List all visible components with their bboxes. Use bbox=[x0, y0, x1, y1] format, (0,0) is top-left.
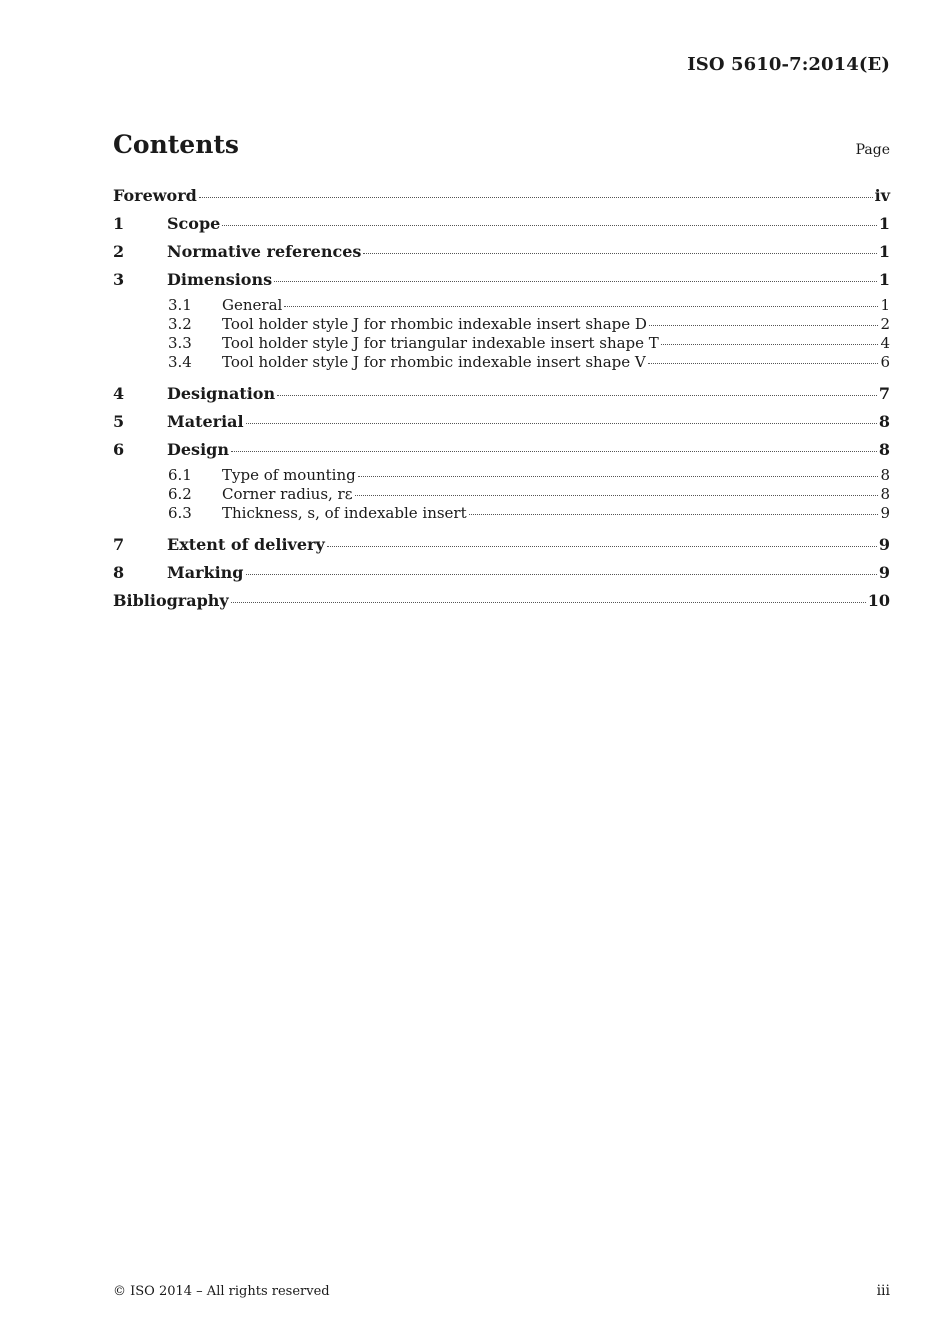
toc-entry-number: 8 bbox=[113, 563, 125, 582]
copyright-notice: © ISO 2014 – All rights reserved bbox=[113, 1284, 330, 1299]
contents-heading: Contents bbox=[113, 130, 240, 159]
toc-entry-page: 4 bbox=[880, 334, 890, 352]
toc-entry-title: Designation bbox=[167, 384, 276, 403]
toc-entry-number: 5 bbox=[113, 412, 125, 431]
toc-entry-page: 9 bbox=[878, 535, 890, 554]
toc-leader-dots bbox=[358, 475, 879, 477]
toc-entry-title: Thickness, s, of indexable insert bbox=[222, 504, 467, 522]
page-column-label: Page bbox=[855, 142, 890, 158]
toc-entry-title: Extent of delivery bbox=[167, 535, 325, 554]
toc-entry-title: General bbox=[222, 296, 283, 314]
toc-entry-number: 6.2 bbox=[168, 485, 192, 503]
toc-entry-corner-radius[interactable] bbox=[113, 485, 890, 504]
toc-entry-page: 2 bbox=[880, 315, 890, 333]
toc-entry-title: Marking bbox=[167, 563, 244, 582]
toc-entry-number: 7 bbox=[113, 535, 125, 554]
toc-entry-title: Foreword bbox=[113, 186, 197, 205]
toc-entry-page: 9 bbox=[878, 563, 890, 582]
toc-entry-number: 3 bbox=[113, 270, 125, 289]
toc-entry-page: 6 bbox=[880, 353, 890, 371]
toc-entry-page: 1 bbox=[878, 270, 890, 289]
toc-entry-general[interactable] bbox=[113, 296, 890, 315]
toc-entry-thickness[interactable] bbox=[113, 504, 890, 523]
toc-entry-extent-of-delivery[interactable] bbox=[113, 533, 890, 561]
toc-entry-title: Material bbox=[167, 412, 244, 431]
toc-entry-page: 8 bbox=[880, 485, 890, 503]
toc-entry-title: Scope bbox=[167, 214, 221, 233]
toc-entry-title: Tool holder style J for rhombic indexable insert shape V bbox=[222, 353, 646, 371]
toc-leader-dots bbox=[222, 224, 877, 226]
toc-entry-title: Dimensions bbox=[167, 270, 273, 289]
document-id: ISO 5610-7:2014(E) bbox=[687, 54, 890, 75]
toc-leader-dots bbox=[661, 343, 879, 345]
toc-entry-type-of-mounting[interactable] bbox=[113, 466, 890, 485]
toc-leader-dots bbox=[231, 601, 866, 603]
toc-entry-style-j-shape-d[interactable] bbox=[113, 315, 890, 334]
toc-entry-foreword[interactable] bbox=[113, 184, 890, 212]
toc-leader-dots bbox=[469, 513, 879, 515]
toc-leader-dots bbox=[246, 573, 877, 575]
toc-entry-title: Tool holder style J for rhombic indexable insert shape D bbox=[222, 315, 647, 333]
toc-entry-title: Corner radius, rε bbox=[222, 485, 353, 503]
toc-leader-dots bbox=[649, 324, 879, 326]
toc-entry-title: Type of mounting bbox=[222, 466, 356, 484]
toc-entry-number: 6 bbox=[113, 440, 125, 459]
toc-entry-designation[interactable] bbox=[113, 382, 890, 410]
toc-entry-title: Design bbox=[167, 440, 229, 459]
toc-entry-page: 8 bbox=[880, 466, 890, 484]
table-of-contents bbox=[113, 184, 890, 617]
toc-entry-style-j-shape-v[interactable] bbox=[113, 353, 890, 372]
toc-entry-page: 8 bbox=[878, 412, 890, 431]
toc-leader-dots bbox=[277, 394, 877, 396]
toc-entry-title: Bibliography bbox=[113, 591, 229, 610]
toc-leader-dots bbox=[246, 422, 877, 424]
toc-entry-page: 1 bbox=[878, 214, 890, 233]
toc-entry-scope[interactable] bbox=[113, 212, 890, 240]
toc-leader-dots bbox=[231, 450, 877, 452]
toc-leader-dots bbox=[363, 252, 876, 254]
toc-entry-number: 6.1 bbox=[168, 466, 192, 484]
toc-entry-page: 1 bbox=[878, 242, 890, 261]
toc-entry-page: iv bbox=[874, 186, 890, 205]
toc-entry-page: 1 bbox=[880, 296, 890, 314]
toc-leader-dots bbox=[327, 545, 877, 547]
toc-entry-dimensions[interactable] bbox=[113, 268, 890, 296]
toc-leader-dots bbox=[355, 494, 879, 496]
toc-leader-dots bbox=[199, 196, 873, 198]
toc-entry-page: 9 bbox=[880, 504, 890, 522]
toc-entry-normative-references[interactable] bbox=[113, 240, 890, 268]
toc-entry-style-j-shape-t[interactable] bbox=[113, 334, 890, 353]
toc-entry-number: 3.1 bbox=[168, 296, 192, 314]
toc-entry-page: 10 bbox=[867, 591, 890, 610]
toc-entry-page: 8 bbox=[878, 440, 890, 459]
toc-entry-number: 3.3 bbox=[168, 334, 192, 352]
toc-entry-number: 4 bbox=[113, 384, 125, 403]
toc-entry-number: 6.3 bbox=[168, 504, 192, 522]
toc-entry-number: 3.2 bbox=[168, 315, 192, 333]
toc-leader-dots bbox=[648, 362, 879, 364]
toc-leader-dots bbox=[274, 280, 877, 282]
toc-entry-title: Tool holder style J for triangular indexable insert shape T bbox=[222, 334, 659, 352]
toc-entry-number: 3.4 bbox=[168, 353, 192, 371]
toc-entry-title: Normative references bbox=[167, 242, 362, 261]
toc-entry-number: 2 bbox=[113, 242, 125, 261]
toc-entry-page: 7 bbox=[878, 384, 890, 403]
toc-leader-dots bbox=[284, 305, 878, 307]
page-number: iii bbox=[876, 1283, 890, 1299]
toc-entry-number: 1 bbox=[113, 214, 125, 233]
toc-entry-design[interactable] bbox=[113, 438, 890, 466]
toc-entry-bibliography[interactable] bbox=[113, 589, 890, 617]
toc-entry-material[interactable] bbox=[113, 410, 890, 438]
toc-entry-marking[interactable] bbox=[113, 561, 890, 589]
